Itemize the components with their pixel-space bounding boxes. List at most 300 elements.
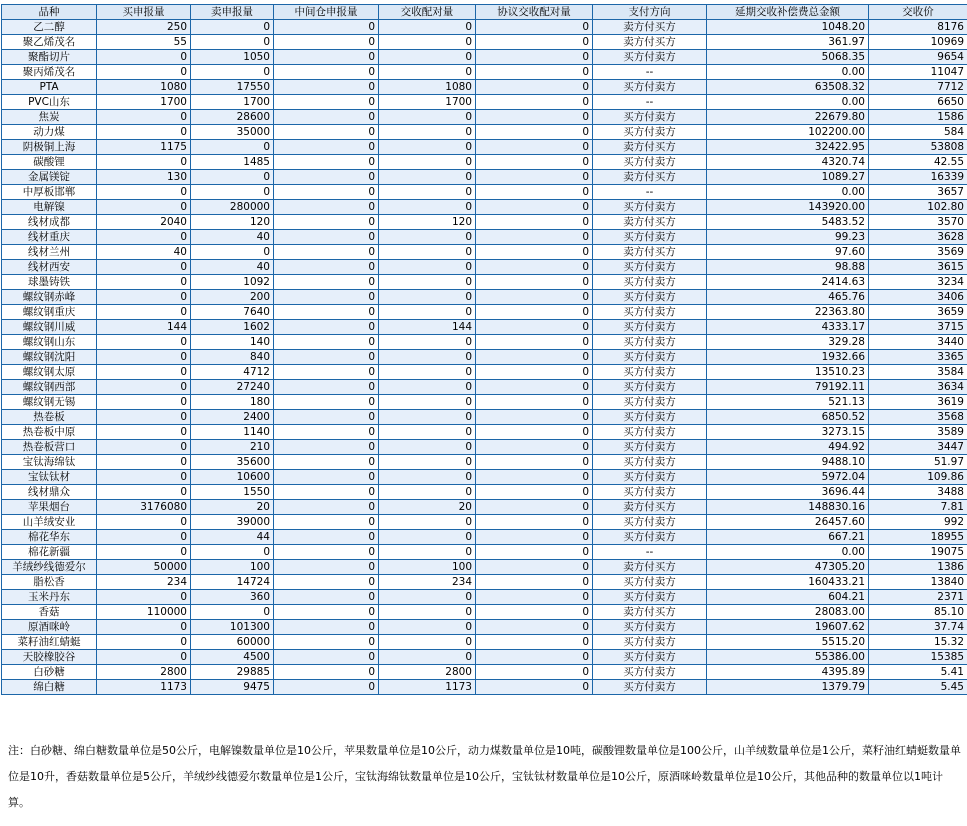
cell-payment-direction: 买方付卖方	[593, 290, 707, 305]
cell-delivery-price: 3589	[869, 425, 967, 440]
cell-compensation-total: 361.97	[707, 35, 869, 50]
cell-sell-declared: 2400	[191, 410, 274, 425]
cell-compensation-total: 97.60	[707, 245, 869, 260]
cell-payment-direction: 卖方付买方	[593, 500, 707, 515]
header-sell-declared: 卖申报量	[191, 5, 274, 20]
header-agreement-matched: 协议交收配对量	[476, 5, 593, 20]
cell-delivery-price: 8176	[869, 20, 967, 35]
cell-buy-declared: 0	[97, 365, 191, 380]
cell-intermediate-declared: 0	[274, 575, 379, 590]
cell-buy-declared: 0	[97, 275, 191, 290]
cell-agreement-matched: 0	[476, 95, 593, 110]
table-row	[2, 275, 967, 290]
cell-payment-direction: 买方付卖方	[593, 650, 707, 665]
cell-compensation-total: 4395.89	[707, 665, 869, 680]
cell-delivery-matched: 0	[379, 425, 476, 440]
cell-agreement-matched: 0	[476, 395, 593, 410]
cell-delivery-matched: 0	[379, 605, 476, 620]
cell-buy-declared: 1173	[97, 680, 191, 695]
table-row	[2, 440, 967, 455]
cell-agreement-matched: 0	[476, 260, 593, 275]
cell-delivery-price: 10969	[869, 35, 967, 50]
cell-delivery-matched: 1173	[379, 680, 476, 695]
table-row	[2, 140, 967, 155]
cell-buy-declared: 0	[97, 395, 191, 410]
cell-delivery-matched: 0	[379, 515, 476, 530]
cell-sell-declared: 0	[191, 65, 274, 80]
cell-intermediate-declared: 0	[274, 650, 379, 665]
cell-sell-declared: 0	[191, 140, 274, 155]
cell-variety: 碳酸锂	[2, 155, 97, 170]
cell-sell-declared: 1140	[191, 425, 274, 440]
cell-delivery-price: 5.41	[869, 665, 967, 680]
table-row	[2, 470, 967, 485]
cell-compensation-total: 0.00	[707, 95, 869, 110]
cell-intermediate-declared: 0	[274, 665, 379, 680]
table-row	[2, 65, 967, 80]
cell-compensation-total: 9488.10	[707, 455, 869, 470]
cell-compensation-total: 1379.79	[707, 680, 869, 695]
cell-agreement-matched: 0	[476, 65, 593, 80]
cell-delivery-matched: 0	[379, 170, 476, 185]
table-row	[2, 545, 967, 560]
cell-delivery-matched: 120	[379, 215, 476, 230]
cell-delivery-matched: 0	[379, 110, 476, 125]
header-buy-declared: 买申报量	[97, 5, 191, 20]
cell-agreement-matched: 0	[476, 350, 593, 365]
cell-variety: 香菇	[2, 605, 97, 620]
cell-variety: 绵白糖	[2, 680, 97, 695]
cell-compensation-total: 329.28	[707, 335, 869, 350]
table-row	[2, 605, 967, 620]
cell-sell-declared: 39000	[191, 515, 274, 530]
cell-agreement-matched: 0	[476, 50, 593, 65]
cell-variety: 天胶橡胶谷	[2, 650, 97, 665]
cell-delivery-price: 3584	[869, 365, 967, 380]
cell-buy-declared: 0	[97, 110, 191, 125]
cell-intermediate-declared: 0	[274, 380, 379, 395]
cell-delivery-price: 85.10	[869, 605, 967, 620]
cell-delivery-matched: 1080	[379, 80, 476, 95]
cell-delivery-matched: 0	[379, 50, 476, 65]
table-row	[2, 650, 967, 665]
cell-compensation-total: 79192.11	[707, 380, 869, 395]
cell-compensation-total: 22363.80	[707, 305, 869, 320]
cell-delivery-price: 19075	[869, 545, 967, 560]
cell-buy-declared: 144	[97, 320, 191, 335]
cell-delivery-matched: 0	[379, 380, 476, 395]
cell-delivery-price: 53808	[869, 140, 967, 155]
cell-compensation-total: 4320.74	[707, 155, 869, 170]
cell-buy-declared: 0	[97, 515, 191, 530]
cell-buy-declared: 0	[97, 260, 191, 275]
cell-intermediate-declared: 0	[274, 680, 379, 695]
cell-payment-direction: 买方付卖方	[593, 230, 707, 245]
table-row	[2, 485, 967, 500]
cell-intermediate-declared: 0	[274, 125, 379, 140]
cell-agreement-matched: 0	[476, 170, 593, 185]
cell-intermediate-declared: 0	[274, 620, 379, 635]
cell-sell-declared: 35600	[191, 455, 274, 470]
table-row	[2, 665, 967, 680]
header-variety: 品种	[2, 5, 97, 20]
cell-variety: 金属镁锭	[2, 170, 97, 185]
cell-payment-direction: 卖方付买方	[593, 215, 707, 230]
table-row	[2, 575, 967, 590]
cell-delivery-matched: 0	[379, 245, 476, 260]
cell-compensation-total: 5972.04	[707, 470, 869, 485]
cell-delivery-price: 992	[869, 515, 967, 530]
cell-intermediate-declared: 0	[274, 95, 379, 110]
cell-compensation-total: 99.23	[707, 230, 869, 245]
cell-variety: 螺纹钢西部	[2, 380, 97, 395]
table-row	[2, 635, 967, 650]
cell-payment-direction: 买方付卖方	[593, 620, 707, 635]
cell-intermediate-declared: 0	[274, 545, 379, 560]
cell-variety: 中厚板邯郸	[2, 185, 97, 200]
cell-sell-declared: 0	[191, 170, 274, 185]
cell-buy-declared: 0	[97, 185, 191, 200]
cell-payment-direction: 买方付卖方	[593, 395, 707, 410]
cell-intermediate-declared: 0	[274, 50, 379, 65]
cell-variety: 宝钛海绵钛	[2, 455, 97, 470]
cell-sell-declared: 140	[191, 335, 274, 350]
cell-variety: 焦炭	[2, 110, 97, 125]
cell-agreement-matched: 0	[476, 620, 593, 635]
cell-delivery-matched: 0	[379, 350, 476, 365]
table-row	[2, 380, 967, 395]
table-row	[2, 260, 967, 275]
cell-agreement-matched: 0	[476, 470, 593, 485]
cell-sell-declared: 20	[191, 500, 274, 515]
cell-compensation-total: 4333.17	[707, 320, 869, 335]
cell-sell-declared: 210	[191, 440, 274, 455]
cell-compensation-total: 13510.23	[707, 365, 869, 380]
table-row	[2, 590, 967, 605]
cell-delivery-price: 3657	[869, 185, 967, 200]
cell-delivery-matched: 0	[379, 230, 476, 245]
cell-delivery-price: 7712	[869, 80, 967, 95]
cell-delivery-price: 3628	[869, 230, 967, 245]
cell-compensation-total: 521.13	[707, 395, 869, 410]
cell-sell-declared: 200	[191, 290, 274, 305]
cell-buy-declared: 55	[97, 35, 191, 50]
cell-payment-direction: 买方付卖方	[593, 590, 707, 605]
cell-delivery-price: 3619	[869, 395, 967, 410]
cell-variety: 电解镍	[2, 200, 97, 215]
table-row	[2, 365, 967, 380]
cell-sell-declared: 40	[191, 230, 274, 245]
cell-delivery-matched: 0	[379, 275, 476, 290]
cell-delivery-matched: 0	[379, 365, 476, 380]
cell-payment-direction: --	[593, 185, 707, 200]
cell-sell-declared: 1602	[191, 320, 274, 335]
cell-compensation-total: 63508.32	[707, 80, 869, 95]
cell-delivery-matched: 234	[379, 575, 476, 590]
header-payment-direction: 支付方向	[593, 5, 707, 20]
cell-sell-declared: 280000	[191, 200, 274, 215]
cell-delivery-matched: 0	[379, 545, 476, 560]
cell-buy-declared: 0	[97, 590, 191, 605]
cell-sell-declared: 1092	[191, 275, 274, 290]
cell-delivery-matched: 0	[379, 20, 476, 35]
cell-delivery-matched: 0	[379, 395, 476, 410]
table-row	[2, 395, 967, 410]
cell-delivery-price: 16339	[869, 170, 967, 185]
cell-agreement-matched: 0	[476, 35, 593, 50]
cell-agreement-matched: 0	[476, 215, 593, 230]
cell-delivery-price: 3447	[869, 440, 967, 455]
cell-compensation-total: 102200.00	[707, 125, 869, 140]
cell-variety: 线材成都	[2, 215, 97, 230]
cell-delivery-matched: 0	[379, 155, 476, 170]
table-row	[2, 425, 967, 440]
cell-compensation-total: 5483.52	[707, 215, 869, 230]
cell-compensation-total: 604.21	[707, 590, 869, 605]
cell-delivery-price: 18955	[869, 530, 967, 545]
cell-sell-declared: 360	[191, 590, 274, 605]
cell-agreement-matched: 0	[476, 485, 593, 500]
cell-delivery-matched: 0	[379, 125, 476, 140]
table-row	[2, 245, 967, 260]
cell-agreement-matched: 0	[476, 185, 593, 200]
cell-sell-declared: 120	[191, 215, 274, 230]
cell-compensation-total: 0.00	[707, 65, 869, 80]
cell-payment-direction: 卖方付买方	[593, 35, 707, 50]
cell-intermediate-declared: 0	[274, 185, 379, 200]
cell-buy-declared: 0	[97, 230, 191, 245]
cell-variety: 热卷板中原	[2, 425, 97, 440]
cell-payment-direction: 买方付卖方	[593, 320, 707, 335]
cell-agreement-matched: 0	[476, 365, 593, 380]
cell-variety: 螺纹钢川威	[2, 320, 97, 335]
cell-delivery-matched: 0	[379, 335, 476, 350]
cell-variety: 线材鼎众	[2, 485, 97, 500]
cell-agreement-matched: 0	[476, 515, 593, 530]
cell-payment-direction: 买方付卖方	[593, 680, 707, 695]
cell-variety: 棉花新疆	[2, 545, 97, 560]
cell-buy-declared: 0	[97, 350, 191, 365]
cell-variety: 螺纹钢赤峰	[2, 290, 97, 305]
cell-sell-declared: 27240	[191, 380, 274, 395]
cell-agreement-matched: 0	[476, 665, 593, 680]
cell-compensation-total: 55386.00	[707, 650, 869, 665]
cell-compensation-total: 667.21	[707, 530, 869, 545]
cell-compensation-total: 5068.35	[707, 50, 869, 65]
cell-intermediate-declared: 0	[274, 410, 379, 425]
cell-buy-declared: 0	[97, 485, 191, 500]
cell-intermediate-declared: 0	[274, 260, 379, 275]
cell-agreement-matched: 0	[476, 590, 593, 605]
cell-sell-declared: 0	[191, 20, 274, 35]
cell-agreement-matched: 0	[476, 155, 593, 170]
cell-payment-direction: 买方付卖方	[593, 530, 707, 545]
cell-delivery-matched: 0	[379, 590, 476, 605]
cell-delivery-matched: 0	[379, 140, 476, 155]
cell-delivery-matched: 1700	[379, 95, 476, 110]
cell-variety: 线材西安	[2, 260, 97, 275]
cell-agreement-matched: 0	[476, 320, 593, 335]
cell-payment-direction: 买方付卖方	[593, 485, 707, 500]
cell-agreement-matched: 0	[476, 500, 593, 515]
cell-buy-declared: 0	[97, 380, 191, 395]
cell-intermediate-declared: 0	[274, 65, 379, 80]
table-row	[2, 155, 967, 170]
cell-agreement-matched: 0	[476, 530, 593, 545]
cell-payment-direction: 买方付卖方	[593, 275, 707, 290]
table-row	[2, 500, 967, 515]
cell-buy-declared: 40	[97, 245, 191, 260]
cell-agreement-matched: 0	[476, 545, 593, 560]
footnote: 注：白砂糖、绵白糖数量单位是50公斤，电解镍数量单位是10公斤，苹果数量单位是10公斤，动力煤数量单位是10吨，碳酸锂数量单位是100公斤，山羊绒数量单位是1公斤，菜籽油红蜻蜓数量单位是10升，香菇数量单位是5公斤，羊绒纱线德爱尔数量单位是1公斤，宝钛海绵钛数量单位是10公斤，宝钛钛材数量单位是10公斤，原酒咪岭数量单位是10公斤，其他品种的数量单位以1吨计算。	[8, 744, 961, 809]
cell-delivery-matched: 0	[379, 470, 476, 485]
cell-buy-declared: 50000	[97, 560, 191, 575]
cell-sell-declared: 35000	[191, 125, 274, 140]
cell-delivery-price: 3615	[869, 260, 967, 275]
cell-buy-declared: 110000	[97, 605, 191, 620]
cell-variety: 羊绒纱线德爱尔	[2, 560, 97, 575]
cell-payment-direction: 买方付卖方	[593, 455, 707, 470]
cell-intermediate-declared: 0	[274, 395, 379, 410]
cell-compensation-total: 465.76	[707, 290, 869, 305]
cell-payment-direction: 买方付卖方	[593, 200, 707, 215]
cell-variety: 白砂糖	[2, 665, 97, 680]
cell-delivery-price: 3234	[869, 275, 967, 290]
cell-delivery-matched: 0	[379, 530, 476, 545]
cell-buy-declared: 0	[97, 305, 191, 320]
cell-delivery-price: 51.97	[869, 455, 967, 470]
cell-delivery-price: 1386	[869, 560, 967, 575]
cell-sell-declared: 101300	[191, 620, 274, 635]
cell-buy-declared: 0	[97, 650, 191, 665]
cell-payment-direction: 卖方付买方	[593, 140, 707, 155]
table-row	[2, 620, 967, 635]
cell-variety: 乙二醇	[2, 20, 97, 35]
cell-compensation-total: 98.88	[707, 260, 869, 275]
cell-buy-declared: 0	[97, 65, 191, 80]
cell-sell-declared: 1485	[191, 155, 274, 170]
cell-payment-direction: 买方付卖方	[593, 410, 707, 425]
cell-sell-declared: 840	[191, 350, 274, 365]
cell-variety: 菜籽油红蜻蜓	[2, 635, 97, 650]
cell-intermediate-declared: 0	[274, 500, 379, 515]
cell-delivery-price: 3659	[869, 305, 967, 320]
cell-sell-declared: 44	[191, 530, 274, 545]
cell-sell-declared: 0	[191, 605, 274, 620]
cell-delivery-matched: 0	[379, 305, 476, 320]
cell-sell-declared: 10600	[191, 470, 274, 485]
cell-variety: 脂松香	[2, 575, 97, 590]
cell-intermediate-declared: 0	[274, 530, 379, 545]
cell-intermediate-declared: 0	[274, 365, 379, 380]
cell-agreement-matched: 0	[476, 680, 593, 695]
cell-agreement-matched: 0	[476, 605, 593, 620]
cell-intermediate-declared: 0	[274, 245, 379, 260]
cell-intermediate-declared: 0	[274, 305, 379, 320]
cell-payment-direction: 买方付卖方	[593, 665, 707, 680]
cell-compensation-total: 3273.15	[707, 425, 869, 440]
table-row	[2, 680, 967, 695]
cell-sell-declared: 40	[191, 260, 274, 275]
cell-agreement-matched: 0	[476, 650, 593, 665]
table-body	[2, 20, 967, 695]
cell-variety: 阴极铜上海	[2, 140, 97, 155]
cell-delivery-price: 3569	[869, 245, 967, 260]
table-row	[2, 185, 967, 200]
cell-variety: PTA	[2, 80, 97, 95]
cell-delivery-price: 102.80	[869, 200, 967, 215]
cell-payment-direction: 买方付卖方	[593, 425, 707, 440]
cell-intermediate-declared: 0	[274, 560, 379, 575]
table-row	[2, 200, 967, 215]
cell-buy-declared: 0	[97, 440, 191, 455]
cell-delivery-price: 13840	[869, 575, 967, 590]
cell-compensation-total: 1089.27	[707, 170, 869, 185]
cell-payment-direction: 买方付卖方	[593, 635, 707, 650]
cell-delivery-matched: 0	[379, 485, 476, 500]
table-header-row	[2, 5, 967, 20]
cell-variety: 热卷板营口	[2, 440, 97, 455]
table-row	[2, 290, 967, 305]
cell-sell-declared: 180	[191, 395, 274, 410]
cell-variety: 宝钛钛材	[2, 470, 97, 485]
cell-payment-direction: --	[593, 545, 707, 560]
cell-agreement-matched: 0	[476, 200, 593, 215]
cell-intermediate-declared: 0	[274, 215, 379, 230]
cell-payment-direction: 买方付卖方	[593, 440, 707, 455]
cell-delivery-matched: 0	[379, 650, 476, 665]
cell-variety: 线材兰州	[2, 245, 97, 260]
cell-variety: 线材重庆	[2, 230, 97, 245]
cell-payment-direction: 买方付卖方	[593, 380, 707, 395]
cell-sell-declared: 0	[191, 185, 274, 200]
cell-intermediate-declared: 0	[274, 350, 379, 365]
cell-sell-declared: 1050	[191, 50, 274, 65]
cell-buy-declared: 0	[97, 155, 191, 170]
cell-agreement-matched: 0	[476, 125, 593, 140]
cell-delivery-matched: 0	[379, 35, 476, 50]
cell-buy-declared: 0	[97, 620, 191, 635]
cell-variety: 聚丙烯茂名	[2, 65, 97, 80]
cell-agreement-matched: 0	[476, 380, 593, 395]
cell-agreement-matched: 0	[476, 440, 593, 455]
cell-buy-declared: 0	[97, 425, 191, 440]
cell-compensation-total: 26457.60	[707, 515, 869, 530]
header-delivery-matched: 交收配对量	[379, 5, 476, 20]
cell-agreement-matched: 0	[476, 140, 593, 155]
cell-compensation-total: 47305.20	[707, 560, 869, 575]
cell-delivery-price: 42.55	[869, 155, 967, 170]
cell-payment-direction: 卖方付买方	[593, 245, 707, 260]
cell-compensation-total: 2414.63	[707, 275, 869, 290]
cell-compensation-total: 5515.20	[707, 635, 869, 650]
cell-compensation-total: 28083.00	[707, 605, 869, 620]
cell-payment-direction: 买方付卖方	[593, 80, 707, 95]
cell-delivery-price: 3365	[869, 350, 967, 365]
cell-intermediate-declared: 0	[274, 200, 379, 215]
cell-agreement-matched: 0	[476, 245, 593, 260]
cell-delivery-price: 5.45	[869, 680, 967, 695]
cell-buy-declared: 0	[97, 335, 191, 350]
cell-payment-direction: 买方付卖方	[593, 350, 707, 365]
cell-intermediate-declared: 0	[274, 80, 379, 95]
cell-delivery-matched: 0	[379, 635, 476, 650]
cell-sell-declared: 14724	[191, 575, 274, 590]
header-delivery-price: 交收价	[869, 5, 967, 20]
cell-delivery-matched: 0	[379, 200, 476, 215]
cell-agreement-matched: 0	[476, 455, 593, 470]
cell-delivery-price: 109.86	[869, 470, 967, 485]
